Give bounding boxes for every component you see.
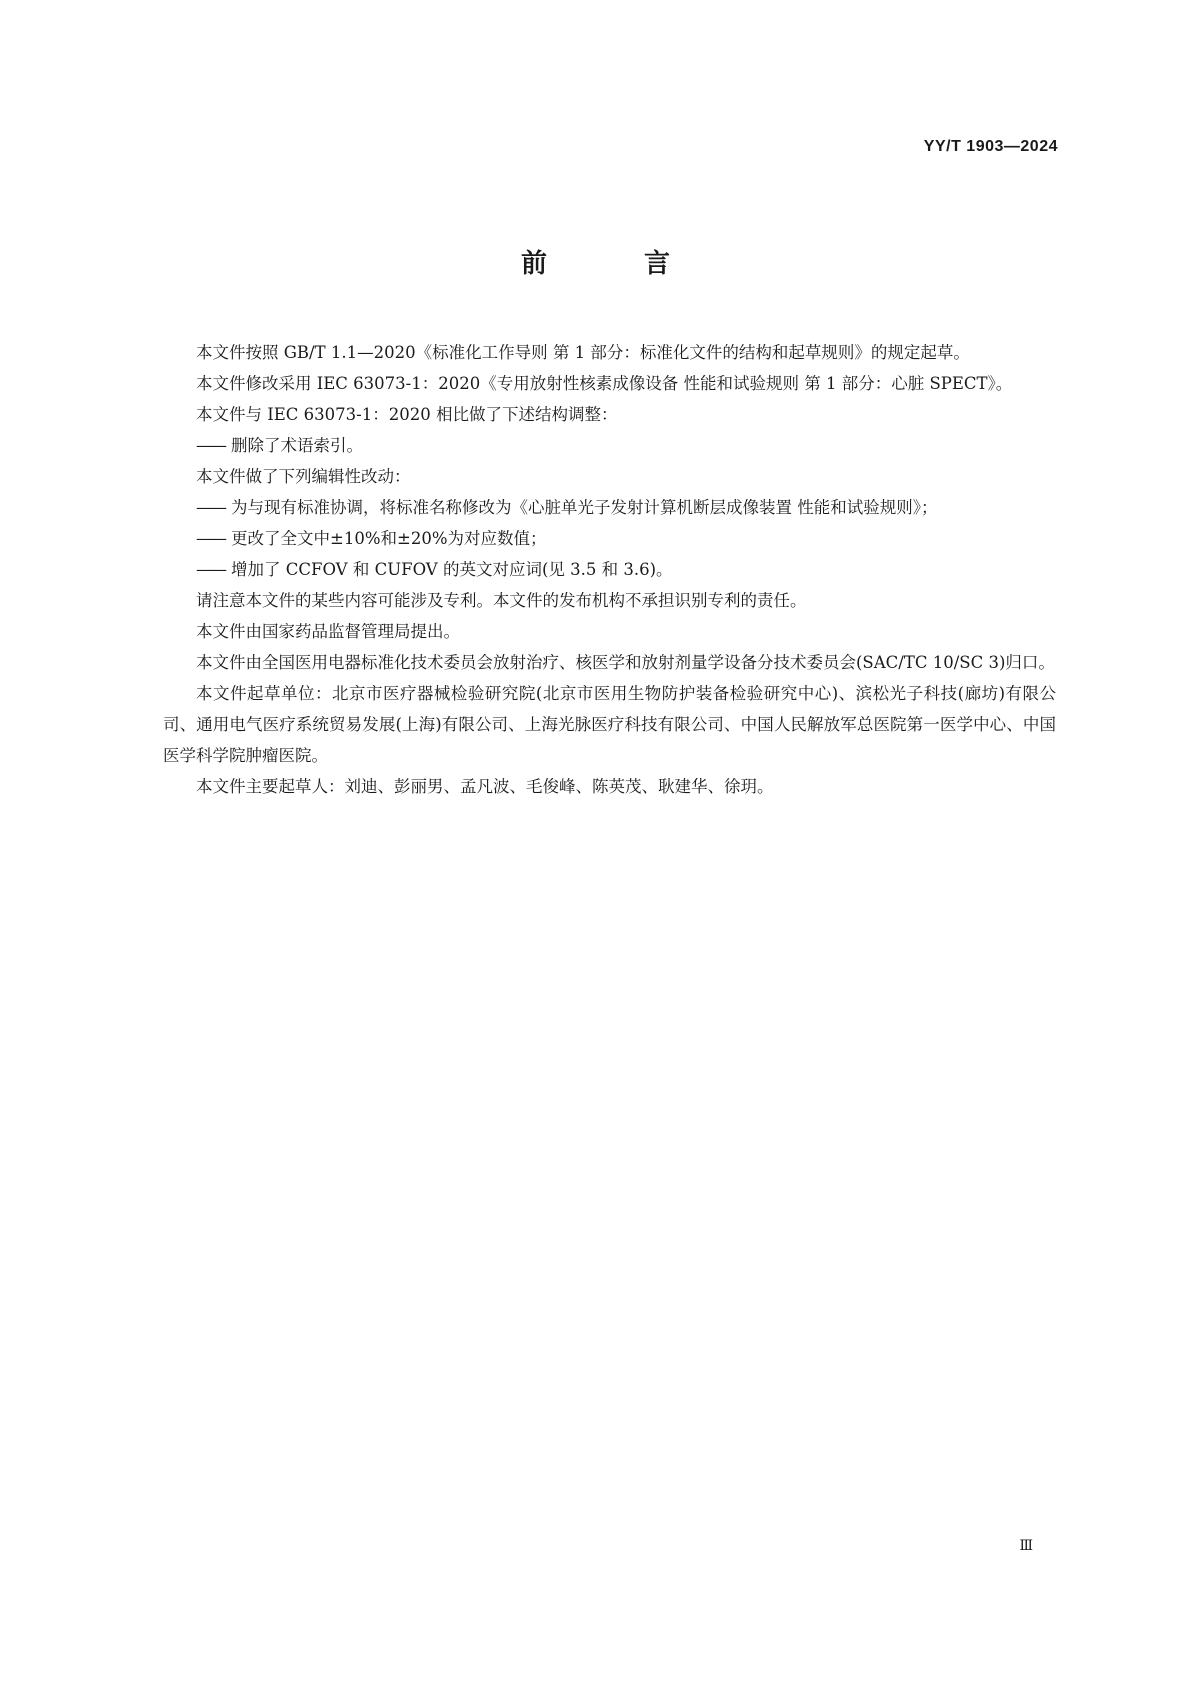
editorial-change-item [163,554,1056,585]
paragraph-drafting-units: 本文件起草单位：北京市医疗器械检验研究院(北京市医用生物防护装备检验研究中心)、滨松光子科技(廊坊)有限公司、通用电气医疗系统贸易发展(上海)有限公司、上海光脉医疗科技有限公司、中国人民解放军总医院第一医学中心、中国医学科学院肿瘤医院。 [163,684,1056,765]
paragraph-drafting-rules: 本文件按照 GB/T 1.1—2020《标准化工作导则 第 1 部分：标准化文件的结构和起草规则》的规定起草。 [196,343,970,362]
structure-change-item [163,430,1056,461]
document-number: YY/T 1903—2024 [923,138,1058,155]
dash-marker: —— [196,436,225,455]
paragraph-patent-notice: 请注意本文件的某些内容可能涉及专利。本文件的发布机构不承担识别专利的责任。 [196,591,807,610]
paragraph-proposer: 本文件由国家药品监督管理局提出。 [196,622,460,641]
paragraph-editorial-intro: 本文件做了下列编辑性改动： [196,467,411,486]
editorial-change-text: 增加了 CCFOV 和 CUFOV 的英文对应词(见 3.5 和 3.6)。 [231,560,673,579]
paragraph-drafters: 本文件主要起草人：刘迪、彭丽男、孟凡波、毛俊峰、陈英茂、耿建华、徐玥。 [196,777,774,796]
editorial-change-item [163,492,1056,523]
editorial-change-text: 为与现有标准协调，将标准名称修改为《心脏单光子发射计算机断层成像装置 性能和试验规则》； [231,498,938,517]
page-title: 前 言 [520,249,715,279]
dash-marker: —— [196,498,225,517]
structure-change-text: 删除了术语索引。 [231,436,363,455]
dash-marker: —— [196,560,225,579]
editorial-change-item [163,523,1056,554]
dash-marker: —— [196,529,225,548]
paragraph-committee: 本文件由全国医用电器标准化技术委员会放射治疗、核医学和放射剂量学设备分技术委员会(SAC/TC 10/SC 3)归口。 [196,653,1055,672]
page-number: Ⅲ [1019,1538,1033,1554]
paragraph-structure-intro: 本文件与 IEC 63073-1：2020 相比做了下述结构调整： [196,405,618,424]
editorial-change-text: 更改了全文中±10%和±20%为对应数值； [231,529,547,548]
foreword-body [163,337,1056,802]
paragraph-adoption: 本文件修改采用 IEC 63073-1：2020《专用放射性核素成像设备 性能和试验规则 第 1 部分：心脏 SPECT》。 [196,374,1013,393]
